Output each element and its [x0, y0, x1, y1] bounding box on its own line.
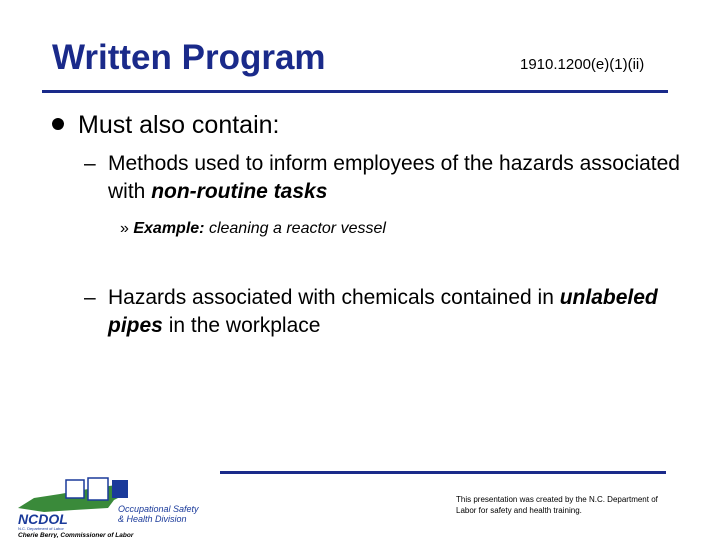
- sub-bullet-text-plain: Methods used to inform employees of the hazards associated with: [108, 152, 680, 203]
- logo-division-line2: & Health Division: [118, 514, 187, 524]
- footer-divider: [220, 471, 666, 474]
- sub-bullet-text-tail: in the workplace: [162, 314, 321, 337]
- main-bullet-text: Must also contain:: [78, 111, 280, 139]
- osh-emblem-icon: [88, 478, 108, 500]
- dash-marker: –: [84, 152, 96, 175]
- emphasis-unlabeled-pipes: unlabeled pipes: [108, 286, 658, 337]
- bullet-dot-icon: [52, 118, 64, 130]
- emphasis-non-routine-tasks: non-routine tasks: [151, 180, 328, 203]
- sub-bullet-methods: [84, 150, 684, 206]
- example-label: Example:: [133, 220, 205, 237]
- logo-commissioner-text: Cherie Berry, Commissioner of Labor: [18, 532, 134, 538]
- dash-marker: –: [84, 286, 96, 309]
- osh-emblem-icon: [66, 480, 84, 498]
- logo-ncdol-text: NCDOL: [18, 511, 68, 527]
- logo-dept-text: N.C. Department of Labor: [18, 526, 64, 531]
- sub-bullet-hazards: [84, 284, 684, 340]
- sub-bullet-text-plain: Hazards associated with chemicals contained in: [108, 286, 560, 309]
- sub-bullet-text: [108, 150, 684, 206]
- logo-division-line1: Occupational Safety: [118, 504, 199, 514]
- footer-credit: This presentation was created by the N.C. Department of Labor for safety and health training.: [456, 495, 658, 515]
- example-text: cleaning a reactor vessel: [204, 220, 386, 237]
- regulation-reference: 1910.1200(e)(1)(ii): [520, 56, 645, 73]
- slide-title: Written Program: [52, 38, 326, 77]
- main-bullet: [52, 111, 280, 140]
- osh-emblem-icon: [112, 480, 128, 498]
- sub-bullet-text: [108, 284, 684, 340]
- ncdol-logo: [14, 472, 214, 538]
- chevron-marker: »: [120, 220, 129, 237]
- example-bullet: [120, 220, 386, 238]
- title-divider: [42, 90, 668, 93]
